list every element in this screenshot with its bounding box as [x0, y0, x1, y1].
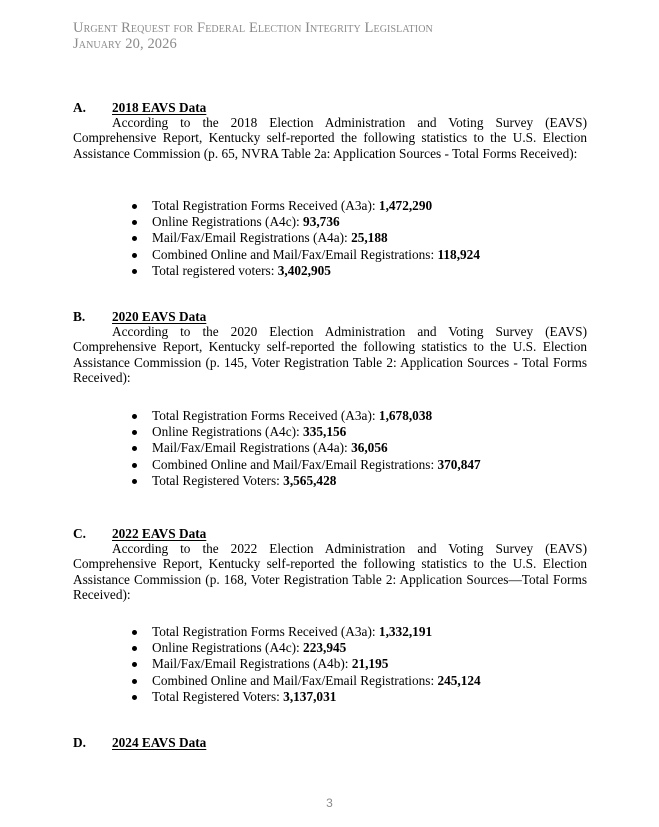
statistics-list — [73, 624, 587, 705]
bullet-icon — [132, 430, 137, 435]
bullet-icon — [132, 679, 137, 684]
running-header — [73, 21, 433, 52]
document-date: January 20, 2026 — [73, 35, 177, 52]
bullet-icon — [132, 253, 137, 258]
list-item — [73, 424, 587, 440]
list-item — [73, 408, 587, 424]
stat-value: 335,156 — [303, 424, 347, 440]
list-item — [73, 247, 587, 263]
bullet-icon — [132, 463, 137, 468]
stat-label: Combined Online and Mail/Fax/Email Registrations: — [152, 672, 438, 688]
list-item — [73, 673, 587, 689]
bullet-icon — [132, 446, 137, 451]
section-title: 2020 EAVS Data — [112, 309, 207, 324]
stat-value: 223,945 — [303, 640, 347, 656]
stat-value: 370,847 — [437, 456, 481, 472]
statistics-list — [73, 198, 587, 279]
stat-value: 25,188 — [351, 230, 388, 246]
stat-value: 3,565,428 — [283, 472, 337, 488]
bullet-icon — [132, 662, 137, 667]
stat-value: 1,472,290 — [378, 198, 433, 213]
stat-label: Total Registered Voters: — [152, 688, 284, 704]
stat-label: Total Registration Forms Received (A3a): — [152, 198, 379, 213]
stat-value: 21,195 — [351, 656, 389, 672]
stat-label: Mail/Fax/Email Registrations (A4a): — [152, 440, 352, 456]
stat-label: Total Registration Forms Received (A3a): — [152, 408, 379, 423]
list-item — [73, 656, 587, 672]
bullet-icon — [132, 695, 137, 700]
stat-value: 245,124 — [437, 672, 481, 688]
stat-label: Total registered voters: — [152, 262, 278, 278]
section-title: 2022 EAVS Data — [112, 526, 207, 541]
list-item — [73, 689, 587, 705]
stat-value: 3,402,905 — [277, 262, 331, 278]
list-item — [73, 457, 587, 473]
bullet-icon — [132, 269, 137, 274]
bullet-icon — [132, 220, 137, 225]
page-number: 3 — [326, 796, 333, 810]
stat-label: Combined Online and Mail/Fax/Email Registrations: — [152, 456, 438, 472]
section-title: 2024 EAVS Data — [112, 735, 207, 750]
stat-label: Online Registrations (A4c): — [152, 640, 304, 656]
section-paragraph: According to the 2022 Election Administration and Voting Survey (EAVS) Comprehensive Report, Kentucky self-reported the following statistics to the U.S. Election Assistance Commission (p. 168, Voter Registration Table 2: Application Sources—Total Forms Received): — [73, 541, 587, 603]
bullet-icon — [132, 646, 137, 651]
stat-value: 36,056 — [351, 440, 388, 456]
list-item — [73, 198, 587, 214]
list-item — [73, 440, 587, 456]
stat-label: Online Registrations (A4c): — [152, 214, 304, 230]
stat-label: Mail/Fax/Email Registrations (A4a): — [152, 230, 352, 246]
document-title: Urgent Request for Federal Election Integrity Legislation — [73, 20, 433, 36]
stat-value: 3,137,031 — [283, 688, 337, 704]
section-heading — [73, 100, 587, 116]
section-letter: C. — [73, 526, 86, 541]
stat-value: 118,924 — [437, 246, 480, 262]
section-heading — [73, 526, 587, 542]
section-letter: B. — [73, 309, 86, 324]
statistics-list — [73, 408, 587, 489]
list-item — [73, 230, 587, 246]
section-paragraph: According to the 2020 Election Administration and Voting Survey (EAVS) Comprehensive Report, Kentucky self-reported the following statistics to the U.S. Election Assistance Commission (p. 145, Voter Registration Table 2: Application Sources - Total Forms Received): — [73, 324, 587, 386]
list-item — [73, 624, 587, 640]
list-item — [73, 640, 587, 656]
stat-label: Total Registered Voters: — [152, 472, 284, 488]
stat-value: 93,736 — [303, 214, 340, 230]
section-heading — [73, 735, 587, 751]
stat-label: Mail/Fax/Email Registrations (A4b): — [152, 656, 352, 672]
list-item — [73, 473, 587, 489]
bullet-icon — [132, 414, 137, 419]
bullet-icon — [132, 630, 137, 635]
section-heading — [73, 309, 587, 325]
stat-label: Online Registrations (A4c): — [152, 424, 304, 440]
section-letter: D. — [73, 735, 86, 750]
bullet-icon — [132, 236, 137, 241]
stat-label: Combined Online and Mail/Fax/Email Registrations: — [152, 246, 438, 262]
bullet-icon — [132, 479, 137, 484]
section-letter: A. — [73, 100, 86, 115]
stat-value: 1,678,038 — [378, 408, 433, 423]
bullet-icon — [132, 204, 137, 209]
stat-value: 1,332,191 — [378, 624, 433, 639]
section-paragraph: According to the 2018 Election Administration and Voting Survey (EAVS) Comprehensive Report, Kentucky self-reported the following statistics to the U.S. Election Assistance Commission (p. 65, NVRA Table 2a: Application Sources - Total Forms Received): — [73, 115, 587, 161]
section-title: 2018 EAVS Data — [112, 100, 207, 115]
stat-label: Total Registration Forms Received (A3a): — [152, 624, 379, 639]
list-item — [73, 263, 587, 279]
list-item — [73, 214, 587, 230]
